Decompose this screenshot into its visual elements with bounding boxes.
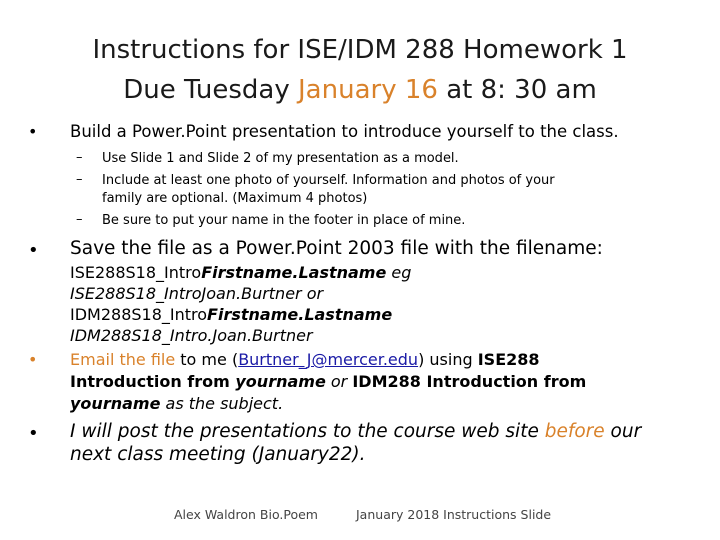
intro-from: Introduction from — [70, 372, 236, 391]
sub-1-marker: – — [76, 150, 83, 165]
bullet-3-marker: • — [28, 350, 38, 369]
bullet-4-before: before — [544, 421, 605, 442]
title-due-suffix: at 8: 30 am — [437, 75, 597, 105]
bullet-1-marker: • — [28, 122, 38, 141]
title-due-date: January 16 — [298, 75, 438, 105]
bullet-4-line-1 — [70, 420, 715, 443]
email-the-file: Email the file — [70, 350, 176, 369]
to-me: to me ( — [175, 350, 239, 369]
using: ) using — [418, 350, 478, 369]
bullet-2-text: Save the file as a Power.Point 2003 file with the filename: — [70, 238, 603, 259]
sub-3-marker: – — [76, 212, 83, 227]
title-line-1: Instructions for ISE/IDM 288 Homework 1 — [92, 35, 628, 65]
yourname-2: yourname — [70, 394, 161, 413]
filename-line-3 — [70, 303, 392, 326]
filename-2-name: Joan.Burtner — [201, 284, 302, 303]
filename-1-prefix: ISE288S18_Intro — [70, 263, 202, 282]
sub-2-line-2: family are optional. (Maximum 4 photos) — [102, 191, 368, 206]
filename-1-name: Firstname.Lastname — [201, 263, 387, 282]
email-link[interactable]: Burtner_J@mercer.edu — [238, 350, 419, 369]
filename-line-2 — [70, 282, 323, 305]
bullet-4-line-2: next class meeting (January22). — [70, 444, 366, 465]
yourname-1: yourname — [235, 372, 326, 391]
filename-2-prefix: ISE288S18_Intro — [70, 284, 202, 303]
bullet-3-line-2 — [70, 370, 715, 393]
filename-2-or: or — [301, 284, 324, 303]
title-line-2 — [0, 70, 720, 110]
filename-line-4: IDM288S18_Intro.Joan.Burtner — [70, 326, 313, 345]
bullet-3-line-3 — [70, 392, 715, 415]
filename-3-prefix: IDM288S18_Intro — [70, 305, 208, 324]
bullet-2-marker: • — [28, 240, 39, 261]
idm-intro-from: IDM288 Introduction from — [352, 372, 587, 391]
footer-left: Alex Waldron Bio.Poem — [174, 507, 318, 522]
bullet-4-marker: • — [28, 423, 39, 444]
sub-2-marker: – — [76, 172, 83, 187]
title-due-prefix: Due Tuesday — [123, 75, 299, 105]
slide-title — [0, 30, 720, 110]
subject-ise288: ISE288 — [477, 350, 540, 369]
filename-line-1 — [70, 261, 411, 284]
footer-right: January 2018 Instructions Slide — [356, 507, 552, 522]
or-text: or — [325, 372, 353, 391]
sub-3-text: Be sure to put your name in the footer in place of mine. — [102, 213, 466, 228]
filename-1-eg: eg — [386, 263, 412, 282]
bullet-4-c: our — [604, 421, 642, 442]
sub-1-text: Use Slide 1 and Slide 2 of my presentation as a model. — [102, 151, 459, 166]
sub-2-line-1: Include at least one photo of yourself. Information and photos of your — [102, 173, 555, 188]
bullet-3-line-1 — [70, 348, 715, 371]
bullet-4-a: I will post the presentations to the course web site — [70, 421, 545, 442]
filename-3-name: Firstname.Lastname — [207, 305, 393, 324]
bullet-1-text: Build a Power.Point presentation to introduce yourself to the class. — [70, 122, 619, 141]
as-subject: as the subject. — [160, 394, 284, 413]
